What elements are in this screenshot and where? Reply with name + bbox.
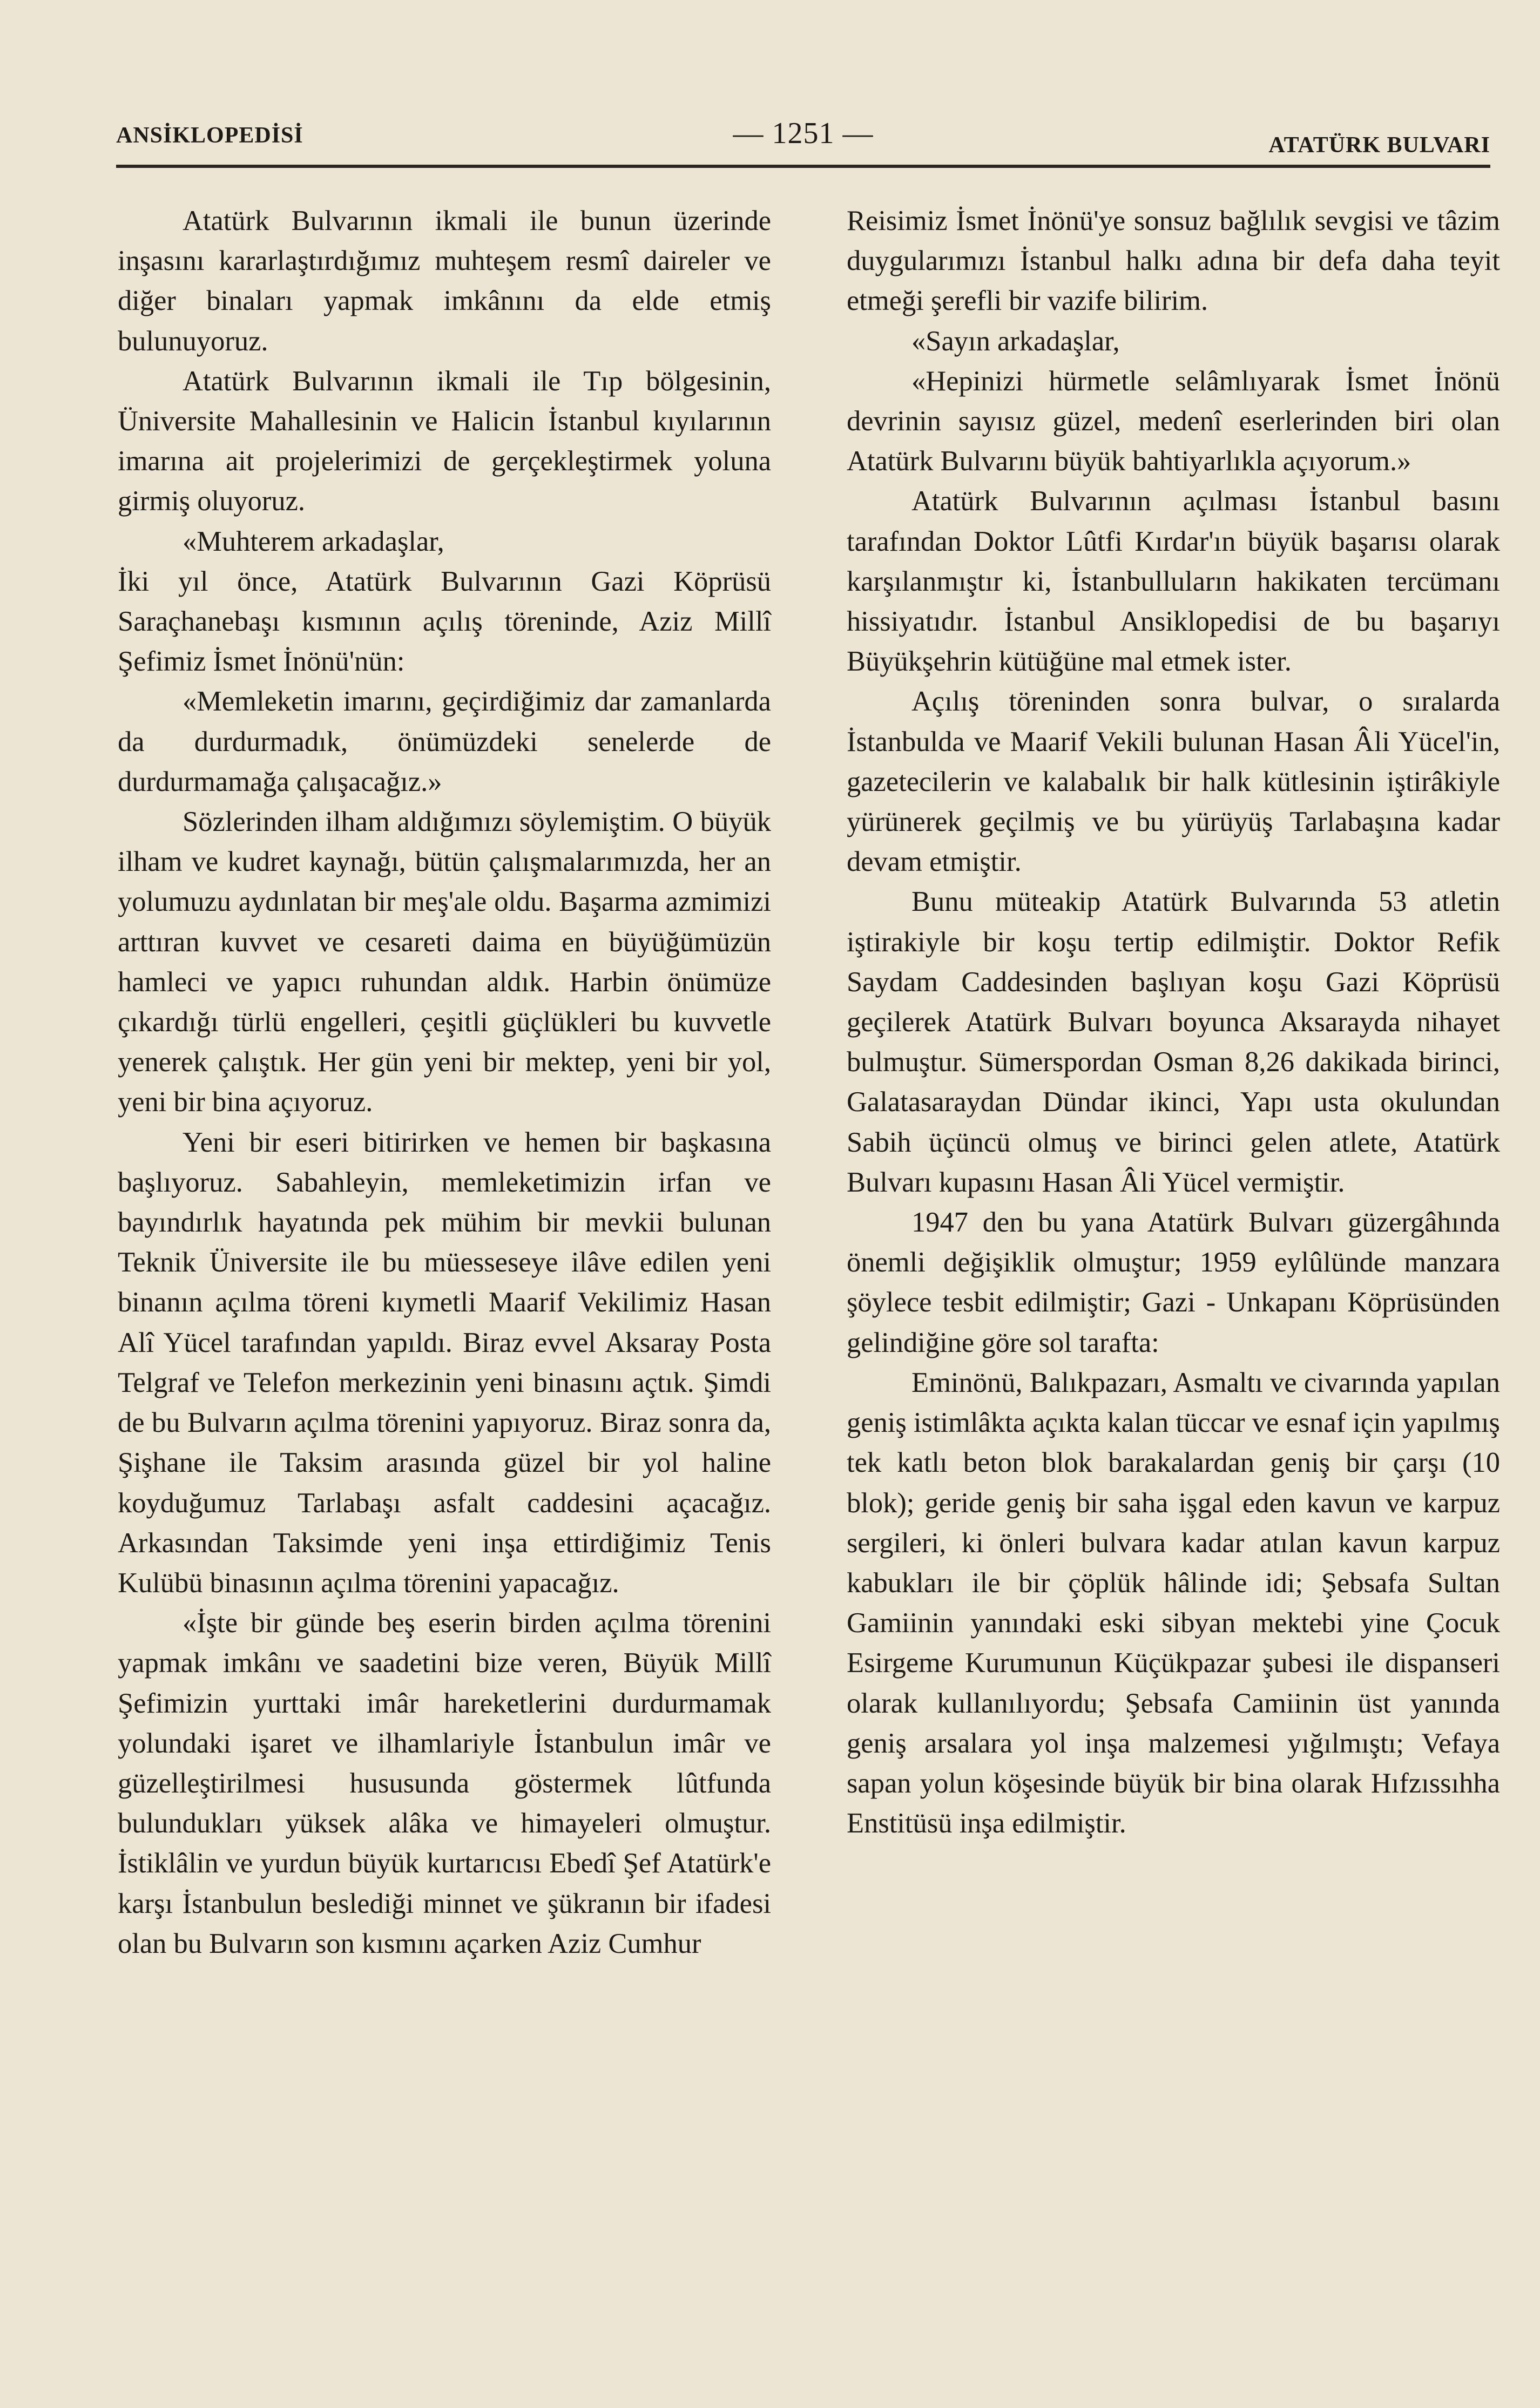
page-header [116, 116, 1490, 159]
header-page-number: — 1251 — [733, 117, 874, 150]
paragraph: Yeni bir eseri bitirirken ve hemen bir başkasına başlıyoruz. Sabahleyin, memleketimizin irfan ve bayındırlık hayatında pek mühim bir mevkii bulunan Teknik Üniversite ile bu müesseseye ilâve edilen yeni binanın açılma töreni kıymetli Maarif Vekilimiz Hasan Alî Yücel tarafından yapıldı. Biraz evvel Aksaray Posta Telgraf ve Telefon merkezinin yeni binasını açtık. Şimdi de bu Bulvarın açılma törenini yapıyoruz. Biraz sonra da, Şişhane ile Taksim arasında güzel bir yol haline koyduğumuz Tarlabaşı asfalt caddesini açacağız. Arkasından Taksimde yeni inşa ettirdiğimiz Tenis Kulübü binasının açılma törenini yapacağız. [118, 1126, 771, 1599]
paragraph: «Memleketin imarını, geçirdiğimiz dar zamanlarda da durdurmadık, önümüzdeki senelerde de durdurmamağa çalışacağız.» [118, 686, 771, 797]
paragraph: Atatürk Bulvarının açılması İstanbul basını tarafından Doktor Lûtfi Kırdar'ın büyük başarısı olarak karşılanmıştır ki, İstanbulluların hakikaten tercümanı hissiyatıdır. İstanbul Ansiklopedisi de bu başarıyı Büyükşehrin kütüğüne mal etmek ister. [847, 485, 1500, 678]
paragraph: «Hepinizi hürmetle selâmlıyarak İsmet İnönü devrinin sayısız güzel, medenî eserlerinden biri olan Atatürk Bulvarını büyük bahtiyarlıkla açıyorum.» [847, 365, 1500, 477]
paragraph: «Sayın arkadaşlar, [911, 325, 1120, 357]
paragraph: «İşte bir günde beş eserin birden açılma törenini yapmak imkânı ve saadetini bize veren, Büyük Millî Şefimizin yurttaki imâr hareketlerini durdurmamak yolundaki işaret ve ilhamlariyle İstanbulun imâr ve güzelleştirilmesi hususunda göstermek lûtfunda bulundukları yüksek alâka ve himayeleri olmuştur. İstiklâlin ve yurdun büyük kurtarıcısı Ebedî Şef Atatürk'e karşı İstanbulun beslediği minnet ve şükranın bir ifadesi olan bu Bulvarın son kısmını açarken Aziz Cumhur [118, 1607, 771, 1959]
right-column [847, 201, 1500, 1843]
paragraph: Eminönü, Balıkpazarı, Asmaltı ve civarında yapılan geniş istimlâkta açıkta kalan tüccar ve esnaf için yapılmış tek katlı beton blok barakalardan geniş bir çarşı (10 blok); geride geniş bir saha işgal eden kavun ve karpuz sergileri, ki önleri bulvara kadar atılan kavun karpuz kabukları ile bir çöplük hâlinde idi; Şebsafa Sultan Gamiinin yanındaki eski sibyan mektebi yine Çocuk Esirgeme Kurumunun Küçükpazar şubesi ile dispanseri olarak kullanılıyordu; Şebsafa Camiinin üst yanında geniş arsalara yol inşa malzemesi yığılmıştı; Vefaya sapan yolun köşesinde büyük bir bina olarak Hıfzıssıhha Enstitüsü inşa edilmiştir. [847, 1367, 1500, 1839]
paragraph: Bunu müteakip Atatürk Bulvarında 53 atletin iştirakiyle bir koşu tertip edilmiştir. Doktor Refik Saydam Caddesinden başlıyan koşu Gazi Köprüsü geçilerek Atatürk Bulvarı boyunca Aksarayda nihayet bulmuştur. Sümerspordan Osman 8,26 dakikada birinci, Galatasaraydan Dündar ikinci, Yapı usta okulundan Sabih üçüncü olmuş ve birinci gelen atlete, Atatürk Bulvarı kupasını Hasan Âli Yücel vermiştir. [847, 886, 1500, 1198]
paragraph: Açılış töreninden sonra bulvar, o sıralarda İstanbulda ve Maarif Vekili bulunan Hasan Âli Yücel'in, gazetecilerin ve kalabalık bir halk kütlesinin iştirâkiyle yürünerek geçilmiş ve bu yürüyüş Tarlabaşına kadar devam etmiştir. [847, 686, 1500, 878]
left-column [118, 201, 771, 1964]
paragraph: İki yıl önce, Atatürk Bulvarının Gazi Köprüsü Saraçhanebaşı kısmının açılış töreninde, Aziz Millî Şefimiz İsmet İnönü'nün: [118, 565, 771, 678]
paragraph: Reisimiz İsmet İnönü'ye sonsuz bağlılık sevgisi ve tâzim duygularımızı İstanbul halkı adına bir defa daha teyit etmeği şerefli bir vazife bilirim. [847, 205, 1500, 317]
paragraph: Atatürk Bulvarının ikmali ile Tıp bölgesinin, Üniversite Mahallesinin ve Halicin İstanbul kıyılarının imarına ait projelerimizi de gerçekleştirmek yoluna girmiş oluyoruz. [118, 365, 771, 517]
paragraph: «Muhterem arkadaşlar, [183, 525, 444, 557]
paragraph: 1947 den bu yana Atatürk Bulvarı güzergâhında önemli değişiklik olmuştur; 1959 eylûlünde manzara şöylece tesbit edilmiştir; Gazi - Unkapanı Köprüsünden gelindiğine göre sol tarafta: [847, 1207, 1500, 1358]
header-rule [116, 165, 1490, 168]
header-publication: ANSİKLOPEDİSİ [116, 123, 303, 148]
paragraph: Sözlerinden ilham aldığımızı söylemiştim. O büyük ilham ve kudret kaynağı, bütün çalışmalarımızda, her an yolumuzu aydınlatan bir meş'ale oldu. Başarma azmimizi arttıran kuvvet ve cesareti daima en büyüğümüzün hamleci ve yapıcı ruhundan aldık. Harbin önümüze çıkardığı türlü engelleri, çeşitli güçlükleri bu kuvvetle yenerek çalıştık. Her gün yeni bir mektep, yeni bir yol, yeni bir bina açıyoruz. [118, 806, 771, 1118]
header-entry-title: ATATÜRK BULVARI [1268, 133, 1490, 158]
paragraph: Atatürk Bulvarının ikmali ile bunun üzerinde inşasını kararlaştırdığımız muhteşem resmî daireler ve diğer binaları yapmak imkânını da elde etmiş bulunuyoruz. [118, 205, 771, 357]
